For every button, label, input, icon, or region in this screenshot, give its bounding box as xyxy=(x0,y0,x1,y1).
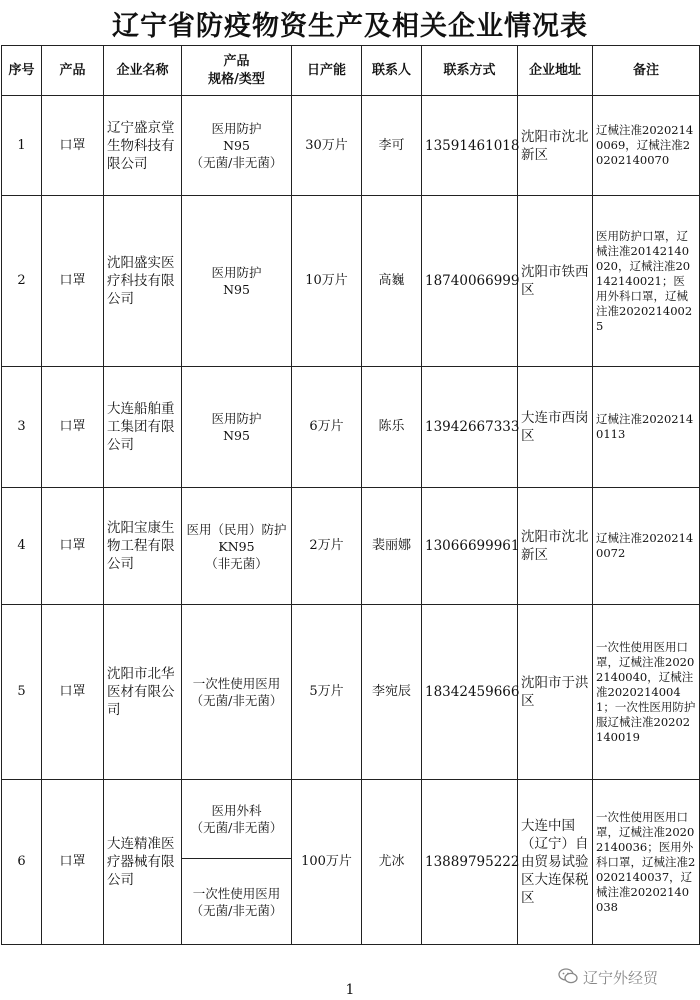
cell-phone: 18740066999 xyxy=(422,196,518,367)
cell-product: 口罩 xyxy=(42,367,104,488)
spec-line: （无菌/非无菌） xyxy=(190,820,283,835)
cell-product: 口罩 xyxy=(42,196,104,367)
header-seq: 序号 xyxy=(2,46,42,96)
cell-seq: 2 xyxy=(2,196,42,367)
cell-contact: 尤冰 xyxy=(362,780,422,945)
cell-phone: 13591461018 xyxy=(422,96,518,196)
table-row xyxy=(2,780,700,859)
table-row xyxy=(2,367,700,488)
cell-product: 口罩 xyxy=(42,605,104,780)
cell-seq: 3 xyxy=(2,367,42,488)
header-phone: 联系方式 xyxy=(422,46,518,96)
cell-capacity: 30万片 xyxy=(292,96,362,196)
cell-note: 辽械注准20202140072 xyxy=(593,488,700,605)
cell-product: 口罩 xyxy=(42,96,104,196)
cell-address: 大连市西岗区 xyxy=(518,367,593,488)
table-row xyxy=(2,605,700,780)
table-row xyxy=(2,96,700,196)
watermark-text: 辽宁外经贸 xyxy=(583,969,659,987)
spec-line: N95 xyxy=(223,138,250,153)
header-spec-line2: 规格/类型 xyxy=(208,71,265,87)
page-title: 辽宁省防疫物资生产及相关企业情况表 xyxy=(112,11,588,42)
spec-line: KN95 xyxy=(218,538,255,554)
spec-line: 医用防护 xyxy=(211,265,262,280)
spec-line: 一次性使用医用 xyxy=(192,885,281,901)
cell-seq: 6 xyxy=(2,780,42,945)
header-spec xyxy=(182,46,292,96)
cell-company: 沈阳市北华医材有限公司 xyxy=(104,605,182,780)
spec-line: 医用防护 xyxy=(211,411,262,426)
cell-capacity: 2万片 xyxy=(292,488,362,605)
header-capacity: 日产能 xyxy=(292,46,362,96)
cell-spec xyxy=(182,196,292,367)
cell-contact: 陈乐 xyxy=(362,367,422,488)
cell-company: 大连精准医疗器械有限公司 xyxy=(104,780,182,945)
cell-capacity: 6万片 xyxy=(292,367,362,488)
table-row xyxy=(2,196,700,367)
cell-capacity: 5万片 xyxy=(292,605,362,780)
spec-line: 医用外科 xyxy=(211,803,262,818)
cell-address: 沈阳市沈北新区 xyxy=(518,488,593,605)
header-note: 备注 xyxy=(593,46,700,96)
cell-contact: 李宛辰 xyxy=(362,605,422,780)
cell-address: 沈阳市于洪区 xyxy=(518,605,593,780)
cell-contact: 裴丽娜 xyxy=(362,488,422,605)
cell-spec xyxy=(182,96,292,196)
cell-product: 口罩 xyxy=(42,780,104,945)
spec-line: N95 xyxy=(223,282,250,297)
cell-company: 大连船舶重工集团有限公司 xyxy=(104,367,182,488)
spec-line: N95 xyxy=(223,428,250,443)
cell-address: 沈阳市沈北新区 xyxy=(518,96,593,196)
cell-phone: 18342459666 xyxy=(422,605,518,780)
spec-line: 医用（民用）防护 xyxy=(186,521,287,537)
cell-note: 一次性使用医用口罩，辽械注准20202140036；医用外科口罩，辽械注准20202140037，辽械注准20202140038 xyxy=(593,780,700,945)
header-address: 企业地址 xyxy=(518,46,593,96)
cell-spec-b xyxy=(182,859,292,945)
cell-note: 一次性使用医用口罩，辽械注准20202140040，辽械注准20202140041；一次性医用防护服辽械注准20202140019 xyxy=(593,605,700,780)
cell-capacity: 100万片 xyxy=(292,780,362,945)
company-table xyxy=(1,45,700,945)
cell-address: 大连中国（辽宁）自由贸易试验区大连保税区 xyxy=(518,780,593,945)
spec-line: （无菌/非无菌） xyxy=(190,693,283,708)
cell-spec xyxy=(182,605,292,780)
cell-company: 沈阳宝康生物工程有限公司 xyxy=(104,488,182,605)
cell-note: 辽械注准20202140069，辽械注准20202140070 xyxy=(593,96,700,196)
cell-phone: 13942667333 xyxy=(422,367,518,488)
cell-seq: 5 xyxy=(2,605,42,780)
table-row xyxy=(2,488,700,605)
cell-note: 医用防护口罩，辽械注准20142140020，辽械注准20142140021；医用外科口罩，辽械注准20202140025 xyxy=(593,196,700,367)
cell-phone: 13889795222 xyxy=(422,780,518,945)
cell-contact: 高巍 xyxy=(362,196,422,367)
cell-address: 沈阳市铁西区 xyxy=(518,196,593,367)
cell-spec-a xyxy=(182,780,292,859)
spec-line: 医用防护 xyxy=(211,121,262,136)
cell-spec xyxy=(182,367,292,488)
header-product: 产品 xyxy=(42,46,104,96)
spec-line: （无菌/非无菌） xyxy=(190,902,283,918)
cell-seq: 4 xyxy=(2,488,42,605)
cell-note: 辽械注准20202140113 xyxy=(593,367,700,488)
spec-line: （无菌/非无菌） xyxy=(190,155,283,170)
cell-seq: 1 xyxy=(2,96,42,196)
page-number: 1 xyxy=(345,982,355,998)
cell-company: 沈阳盛实医疗科技有限公司 xyxy=(104,196,182,367)
spec-line: 一次性使用医用 xyxy=(192,676,281,691)
header-contact: 联系人 xyxy=(362,46,422,96)
cell-company: 辽宁盛京堂生物科技有限公司 xyxy=(104,96,182,196)
cell-capacity: 10万片 xyxy=(292,196,362,367)
header-company: 企业名称 xyxy=(104,46,182,96)
cell-product: 口罩 xyxy=(42,488,104,605)
spec-line: （非无菌） xyxy=(205,555,268,571)
header-row xyxy=(2,46,700,96)
cell-spec xyxy=(182,488,292,605)
cell-phone: 13066699961 xyxy=(422,488,518,605)
header-spec-line1: 产品 xyxy=(223,53,250,69)
cell-contact: 李可 xyxy=(362,96,422,196)
